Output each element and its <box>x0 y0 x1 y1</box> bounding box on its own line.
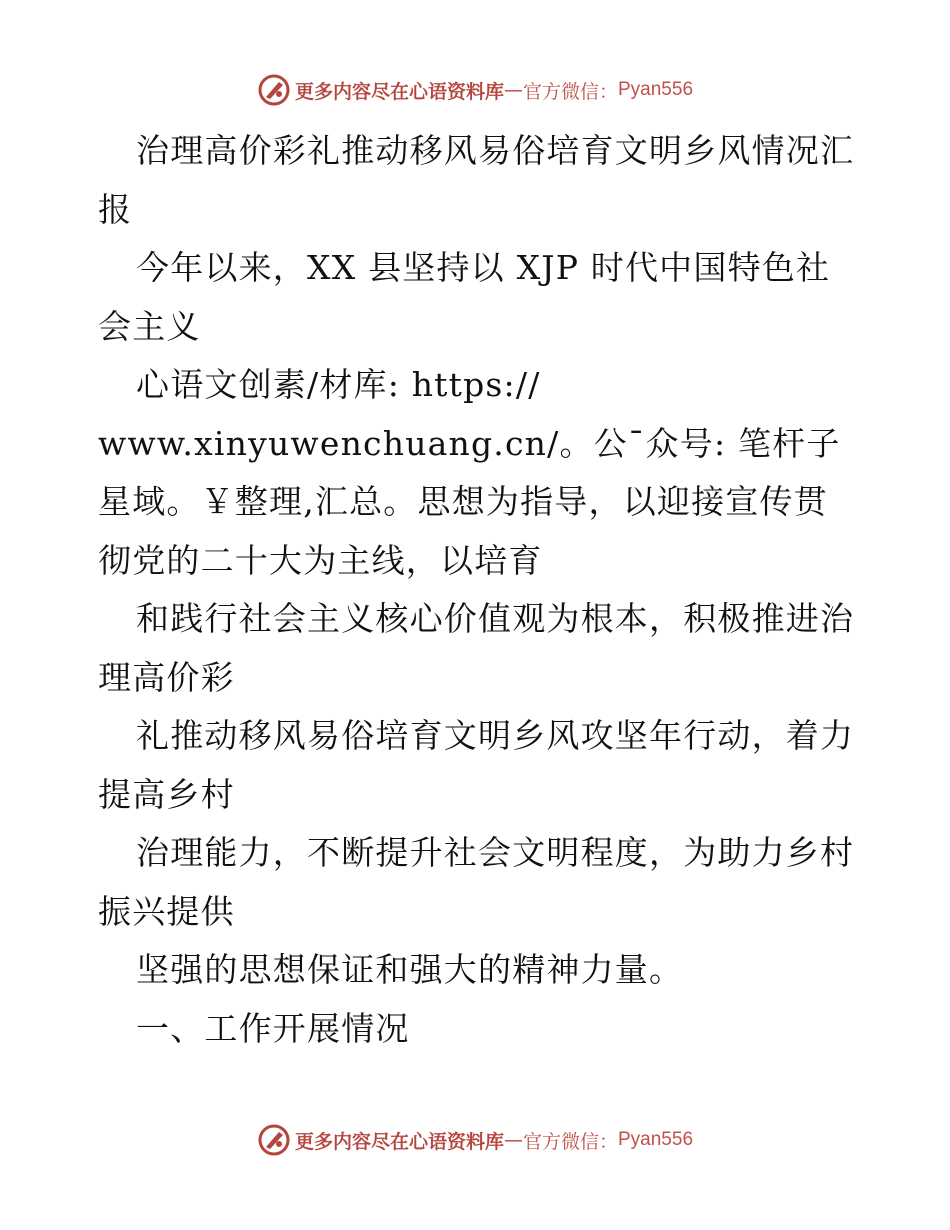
header-banner <box>0 70 950 110</box>
header-wechat-label: 官方微信： <box>522 80 618 103</box>
body-paragraph: 今年以来，XX 县坚持以 XJP 时代中国特色社会主义 <box>98 248 831 346</box>
header-wechat-id: Pyan556 <box>618 79 694 100</box>
body-paragraph: 和践行社会主义核心价值观为根本，积极推进治理高价彩 <box>98 599 855 697</box>
brand-logo-icon <box>257 1123 291 1157</box>
header-separator: — <box>503 79 523 101</box>
body-paragraph: 坚强的思想保证和强大的精神力量。 <box>136 950 684 989</box>
footer-banner <box>0 1120 950 1160</box>
footer-separator: — <box>503 1129 523 1151</box>
footer-wechat-label: 官方微信： <box>522 1130 618 1153</box>
body-paragraph: www.xinyuwenchuang.cn/。公¯众号: 笔杆子星域。￥整理,汇总。思想为指导，以迎接宣传贯彻党的二十大为主线，以培育 <box>98 423 841 580</box>
document-body <box>98 122 858 1058</box>
document-title-paragraph: 治理高价彩礼推动移风易俗培育文明乡风情况汇报 <box>98 131 855 229</box>
body-paragraph: 心语文创素/材库: https:// <box>136 365 541 404</box>
footer-wechat-id: Pyan556 <box>618 1129 694 1150</box>
body-paragraph: 治理能力，不断提升社会文明程度，为助力乡村振兴提供 <box>98 833 855 931</box>
body-paragraph: 礼推动移风易俗培育文明乡风攻坚年行动，着力提高乡村 <box>98 716 855 814</box>
header-brand-text: 更多内容尽在心语资料库 <box>294 80 504 103</box>
footer-brand-text: 更多内容尽在心语资料库 <box>294 1130 504 1153</box>
brand-logo-icon <box>257 73 291 107</box>
section-heading: 一、工作开展情况 <box>136 1008 410 1048</box>
